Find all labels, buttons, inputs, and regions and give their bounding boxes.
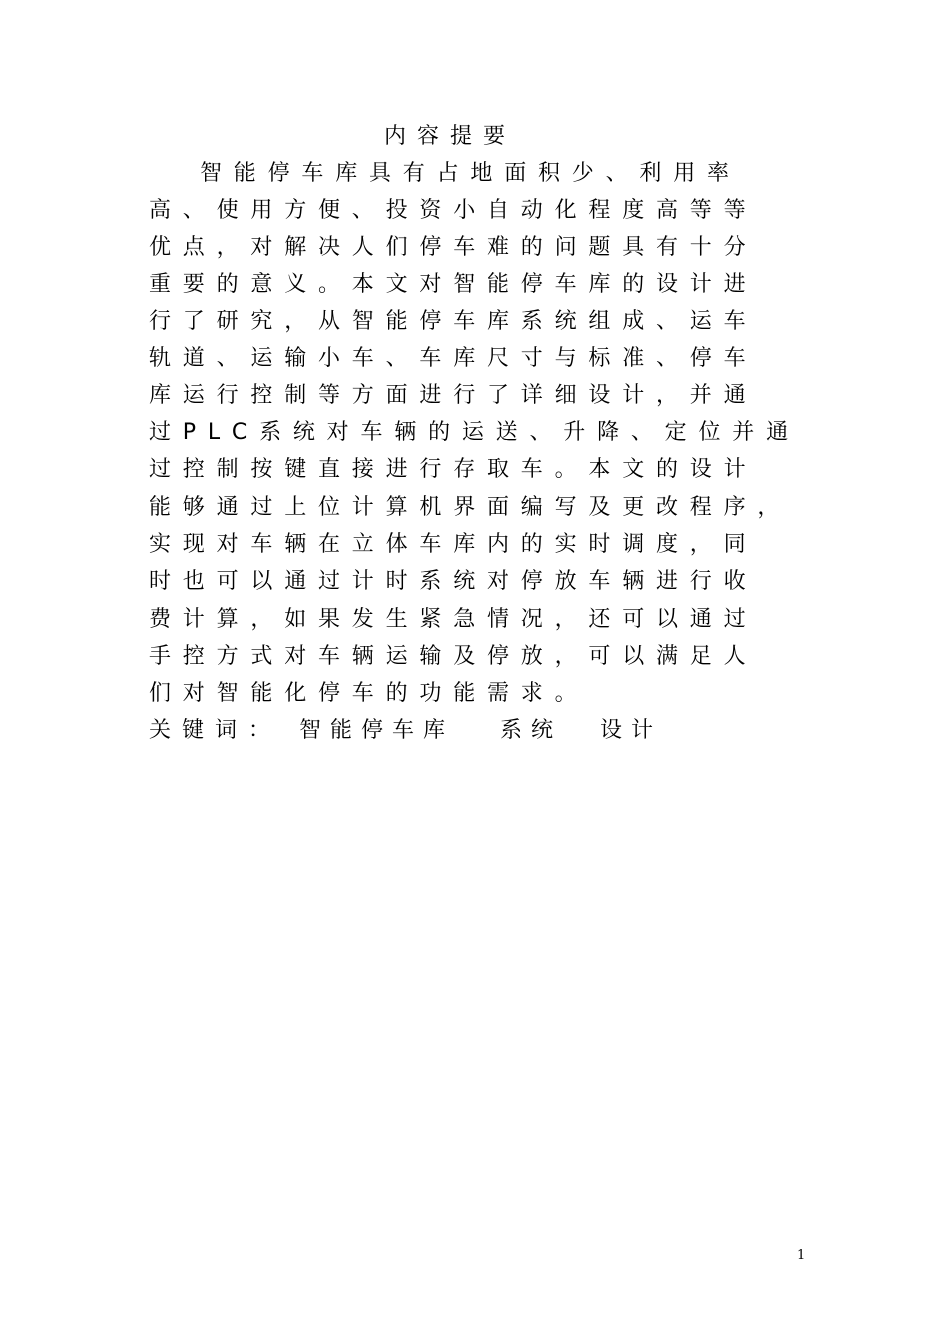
- abstract-line-1: 智能停车库具有占地面积少、利用率: [200, 161, 741, 186]
- abstract-line-7: 库运行控制等方面进行了详细设计，并通: [149, 383, 758, 408]
- keyword-1: 智能停车库: [299, 718, 455, 743]
- abstract-line-12: 时也可以通过计时系统对停放车辆进行收: [149, 569, 758, 594]
- abstract-line-8: 过PLC系统对车辆的运送、升降、定位并通: [149, 420, 800, 445]
- abstract-line-6: 轨道、运输小车、车库尺寸与标准、停车: [149, 346, 758, 371]
- abstract-line-5: 行了研究，从智能停车库系统组成、运车: [149, 309, 758, 334]
- abstract-line-11: 实现对车辆在立体车库内的实时调度，同: [149, 532, 758, 557]
- abstract-line-15: 们对智能化停车的功能需求。: [149, 681, 589, 706]
- abstract-line-9: 过控制按键直接进行存取车。本文的设计: [149, 457, 758, 482]
- keywords-row: [149, 717, 663, 745]
- abstract-line-13: 费计算，如果发生紧急情况，还可以通过: [149, 607, 758, 632]
- abstract-line-3: 优点，对解决人们停车难的问题具有十分: [149, 235, 758, 260]
- keyword-3: 设计: [600, 718, 663, 743]
- abstract-title: 内容提要: [384, 124, 517, 149]
- abstract-line-10: 能够通过上位计算机界面编写及更改程序，: [149, 495, 792, 520]
- page-number: 1: [797, 1248, 806, 1263]
- keyword-2: 系统: [500, 718, 563, 743]
- abstract-line-14: 手控方式对车辆运输及停放，可以满足人: [149, 644, 758, 669]
- keywords-label: 关键词：: [149, 718, 282, 743]
- abstract-line-2: 高、使用方便、投资小自动化程度高等等: [149, 198, 758, 223]
- abstract-line-4: 重要的意义。本文对智能停车库的设计进: [149, 272, 758, 297]
